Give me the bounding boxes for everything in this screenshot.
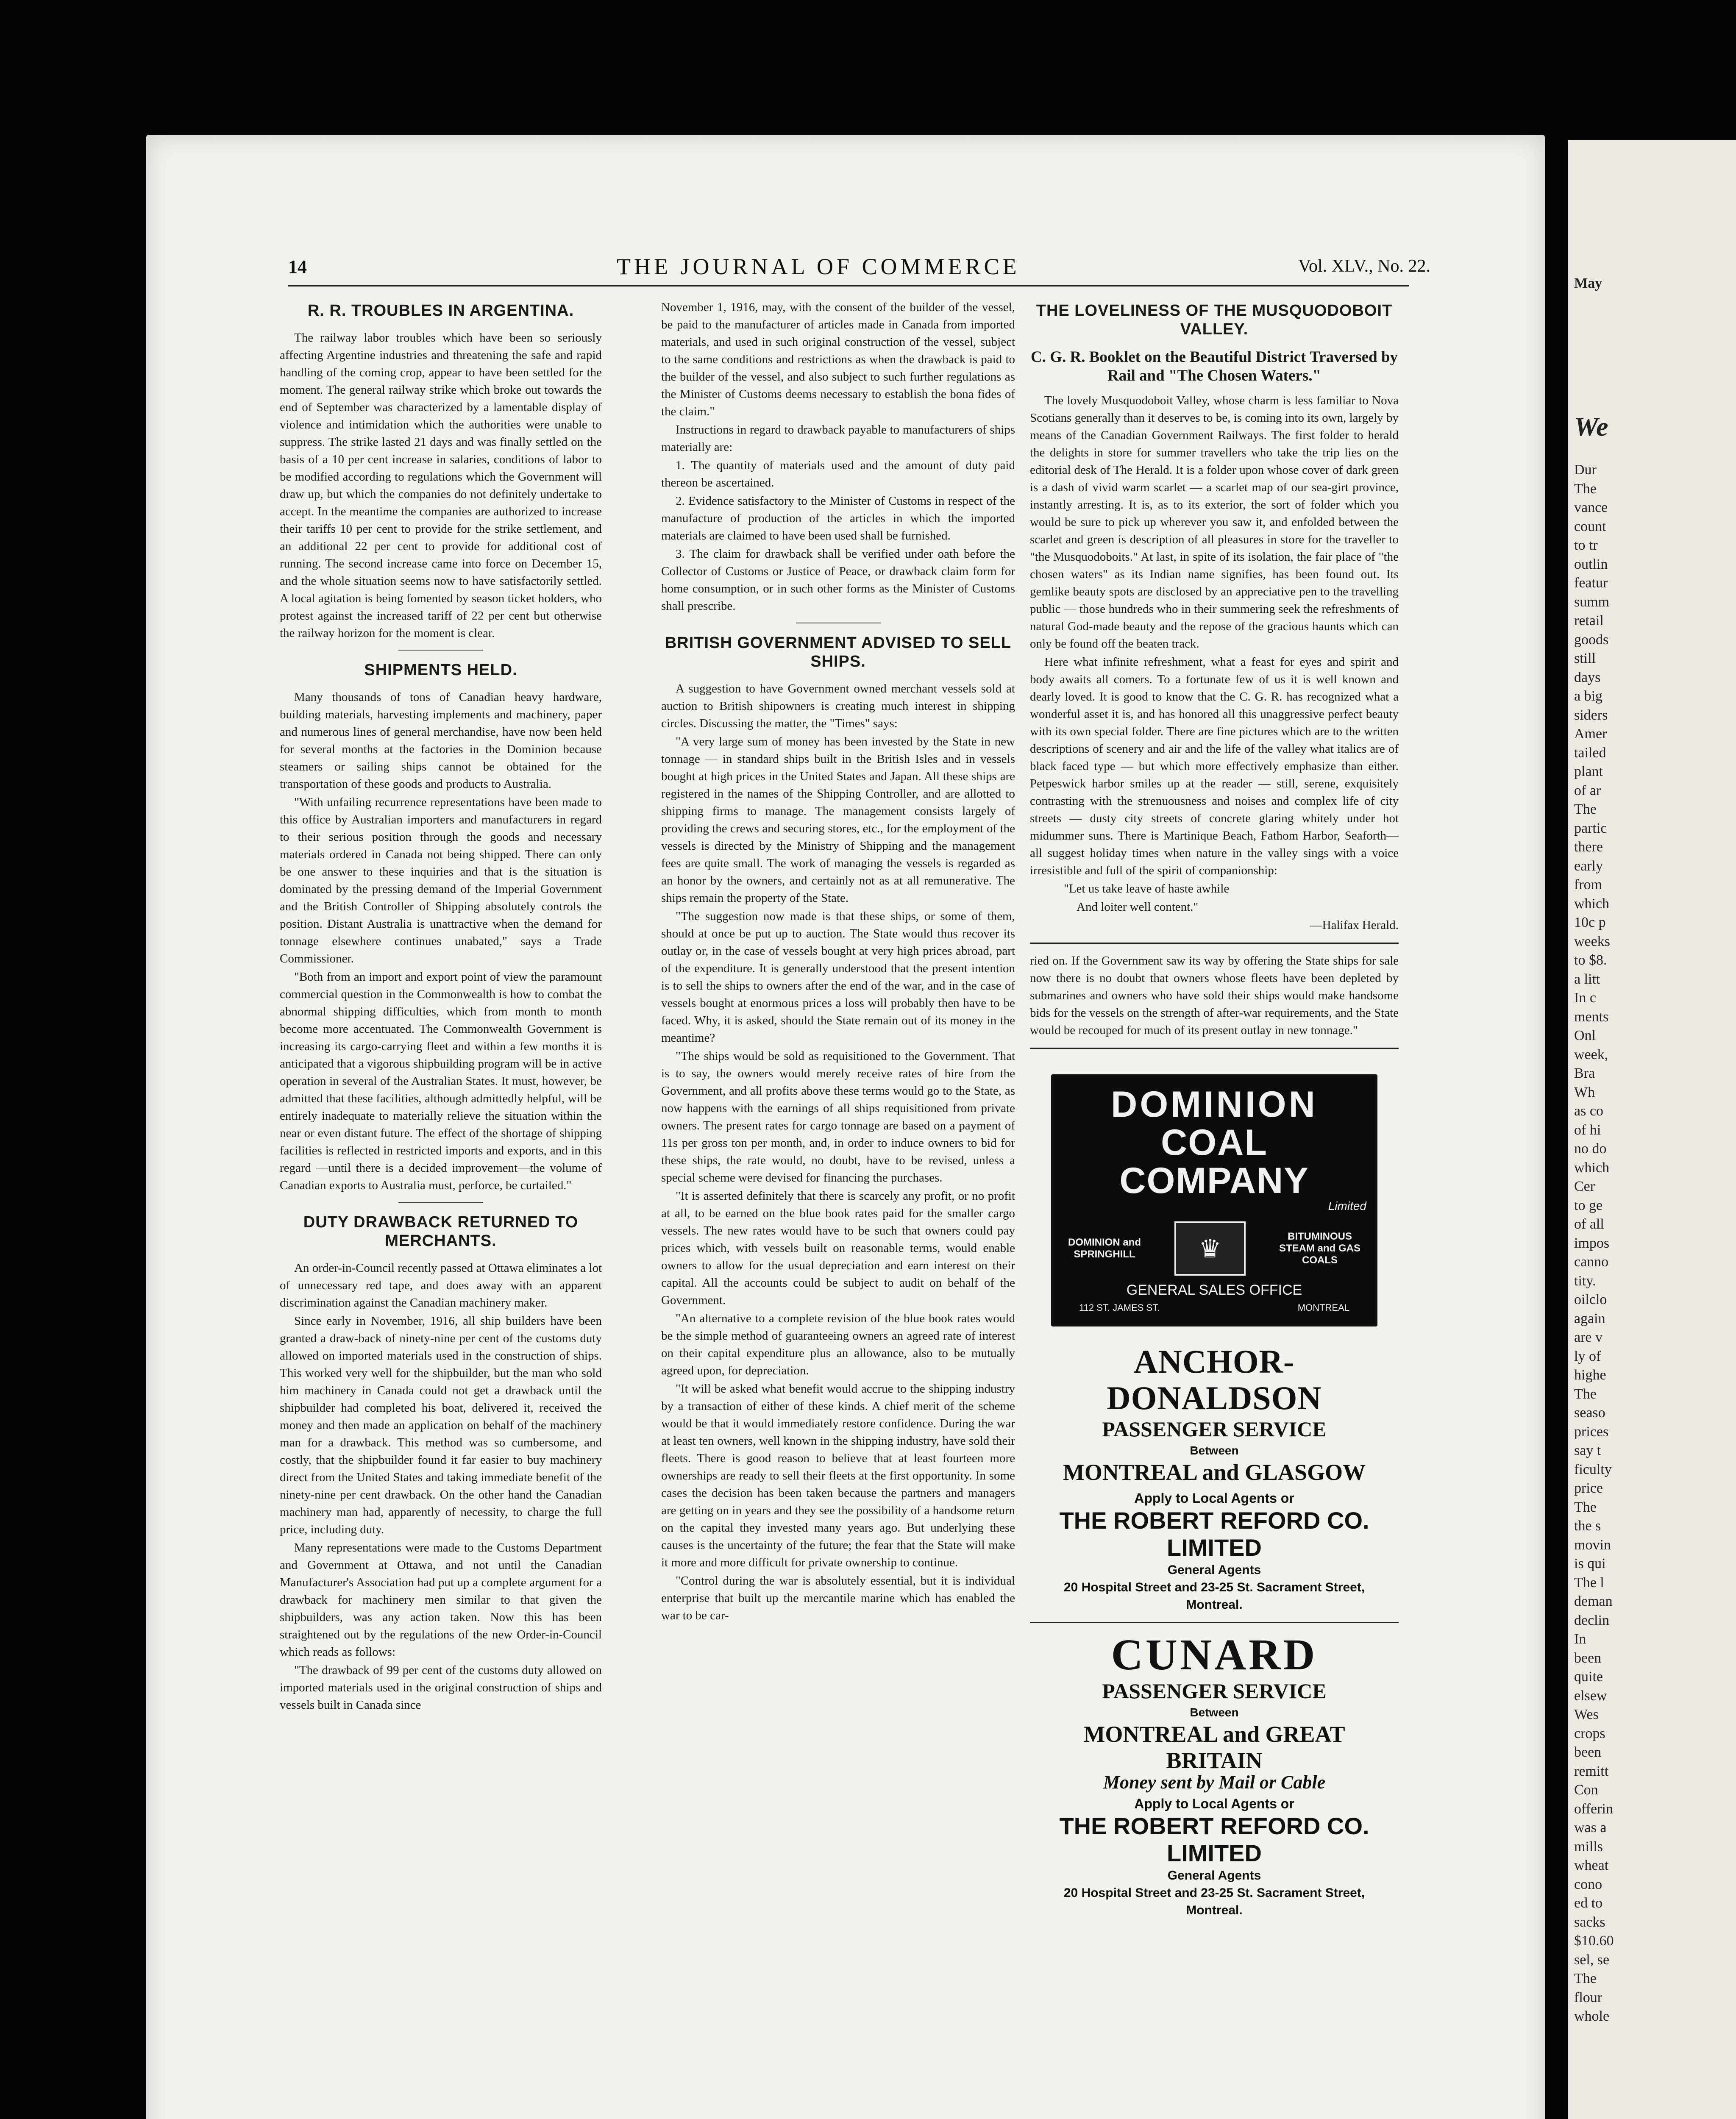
adjacent-page-text-fragment: summ	[1574, 594, 1610, 610]
adjacent-page-text-fragment: tailed	[1574, 745, 1606, 761]
coal-ad-city: MONTREAL	[1297, 1302, 1349, 1313]
adjacent-page-text-fragment: is qui	[1574, 1556, 1606, 1571]
paragraph: The railway labor troubles which have been so seriously affecting Argentine industries and threatening the safe and rapid handling of the coming crop, appear to have been settled for the moment. The general railway strike which broke out towards the end of September was characterized by a lamentable display of violence and intimidation which the authorities were unable to suppress. The strike lasted 21 days and was finally settled on the basis of a 10 per cent increase in salaries, conditions of labor to be modified according to regulations which the Government will draw up, but which the companies do not definitely undertake to accept. In the meantime the companies are authorized to increase their tariffs 10 per cent to provide for the strike settlement, and an additional 22 per cent to provide for additional cost of running. The second increase came into force on December 15, and the whole situation seems now to have satisfactorily settled. A local agitation is being fomented by season ticket holders, who protest against the increased tariff of 22 per cent but otherwise the railway horizon for the moment is clear.	[280, 331, 602, 640]
paragraph: Instructions in regard to drawback payable to manufacturers of ships materially are:	[661, 423, 1015, 454]
adjacent-page-text-fragment: movin	[1574, 1537, 1611, 1553]
adjacent-page-text-fragment: outlin	[1574, 556, 1608, 572]
adjacent-page-text-fragment: The	[1574, 1499, 1597, 1515]
adjacent-page-text-fragment: plant	[1574, 764, 1603, 779]
adjacent-page-text-fragment: canno	[1574, 1254, 1609, 1270]
coal-ad-line1: DOMINION	[1111, 1084, 1318, 1125]
adjacent-page-text-fragment: We	[1574, 412, 1608, 442]
paragraph: "Control during the war is absolutely essential, but it is individual enterprise that built up the mercantile marine which has enabled the war to be car-	[661, 1574, 1015, 1622]
cunard-ad-street: 20 Hospital Street and 23-25 St. Sacrament Street,	[1063, 1886, 1365, 1900]
adjacent-page-text-fragment: The	[1574, 481, 1597, 497]
adjacent-page-text-fragment: deman	[1574, 1593, 1613, 1609]
paragraph: 1. The quantity of materials used and the amount of duty paid thereon be ascertained.	[661, 459, 1015, 489]
adjacent-page-text-fragment: The	[1574, 1971, 1597, 1986]
anchor-ad-service: PASSENGER SERVICE	[1102, 1417, 1327, 1441]
adjacent-page-text-fragment: Onl	[1574, 1028, 1596, 1043]
adjacent-page-text-fragment: oilclo	[1574, 1292, 1607, 1307]
adjacent-page-text-fragment: Amer	[1574, 726, 1607, 742]
adjacent-page-text-fragment: ed to	[1574, 1895, 1603, 1911]
adjacent-page-text-fragment: The	[1574, 1386, 1597, 1402]
cunard-ad-mail: Money sent by Mail or Cable	[1103, 1772, 1326, 1793]
adjacent-page-text-fragment: tity.	[1574, 1273, 1596, 1289]
adjacent-page-text-fragment: Dur	[1574, 462, 1597, 478]
adjacent-page-text-fragment: Con	[1574, 1782, 1598, 1798]
adjacent-page-text-fragment: cono	[1574, 1876, 1602, 1892]
paragraph: Since early in November, 1916, all ship builders have been granted a draw-back of ninety-nine per cent of the customs duty allowed on imported materials used in the construction of ships. This worked very well for the shipbuilder, but the man who sold him machinery in Canada could not get a drawback until the shipbuilder had completed his boat, delivered it, received the money and then made an application on behalf of the machinery man for a drawback. This method was so cumbersome, and costly, that the shipbuilder found it far easier to buy machinery direct from the United States and taking immediate benefit of the ninety-nine per cent drawback. On the other hand the Canadian machinery man had, apparently of necessity, to charge the full price, including duty.	[280, 1314, 602, 1536]
anchor-ad-route: MONTREAL and GLASGOW	[1063, 1460, 1366, 1485]
adjacent-page-text-fragment: vance	[1574, 500, 1608, 515]
paragraph: "An alternative to a complete revision of the blue book rates would be the simple method of guaranteeing owners an agreed rate of interest on their capital expenditure plus an allowance, also to be mutually agreed upon, for depreciation.	[661, 1312, 1015, 1377]
adjacent-page-text-fragment: the s	[1574, 1518, 1601, 1534]
divider	[1030, 1622, 1399, 1623]
divider	[1030, 1048, 1399, 1049]
adjacent-page-text-fragment: sel, se	[1574, 1952, 1610, 1968]
coal-ad-left-text: DOMINION and SPRINGHILL	[1068, 1237, 1141, 1260]
anchor-ad-apply: Apply to Local Agents or	[1134, 1491, 1294, 1506]
coal-ad-office: GENERAL SALES OFFICE	[1126, 1282, 1302, 1298]
cunard-ad-service: PASSENGER SERVICE	[1102, 1679, 1327, 1703]
adjacent-page-text-fragment: to tr	[1574, 537, 1598, 553]
adjacent-page-text-fragment: to $8.	[1574, 952, 1607, 968]
adjacent-page-text-fragment: no do	[1574, 1141, 1607, 1157]
adjacent-page-text-fragment: Cer	[1574, 1179, 1595, 1194]
cunard-ad-name: CUNARD	[1111, 1630, 1318, 1679]
source-attribution: —Halifax Herald.	[1310, 918, 1399, 932]
poem-line: And loiter well content."	[1077, 900, 1199, 914]
adjacent-page-text-fragment: of hi	[1574, 1122, 1601, 1138]
cunard-ad-between: Between	[1190, 1706, 1239, 1719]
adjacent-page-text-fragment: of ar	[1574, 782, 1601, 798]
divider	[1030, 943, 1399, 944]
anchor-ad-agent: THE ROBERT REFORD CO. LIMITED	[1059, 1507, 1369, 1561]
adjacent-page-text-fragment: Wh	[1574, 1084, 1595, 1100]
paragraph: Many representations were made to the Customs Department and Government at Ottawa, and not until the Canadian Manufacturer's Association had put up a complete argument for a drawback for machinery men similar to that given the shipbuilders, was any action taken. Now this has been straightened out by the regulations of the new Order-in-Council which reads as follows:	[280, 1541, 602, 1659]
paragraph: "The suggestion now made is that these ships, or some of them, should at once be put up to auction. The State would thus recover its outlay or, in the case of vessels bought at very high prices abroad, part of the expenditure. It is generally understood that the present intention is to sell the ships to owners after the end of the war, and in the case of vessels bought at enormous prices a loss will probably then have to be faced. Why, it is asked, should the State remain out of its money in the meantime?	[661, 909, 1015, 1045]
adjacent-page-text-fragment: siders	[1574, 707, 1608, 723]
page-number: 14	[288, 256, 307, 277]
adjacent-page-text-fragment: whole	[1574, 2008, 1610, 2024]
poem-line: "Let us take leave of haste awhile	[1064, 882, 1230, 895]
adjacent-page-text-fragment: say t	[1574, 1443, 1601, 1458]
anchor-donaldson-ad	[1034, 1343, 1394, 1613]
paragraph: "A very large sum of money has been invested by the State in new tonnage — in standard ships built in the British Isles and in vessels bought at high prices in the United States and Japan. All these ships are registered in the names of the Shipping Controller, and are allotted to shipping firms to manage. The management consists largely of providing the crews and securing stores, etc., for the employment of the vessels is directed by the Ministry of Shipping and the management fees are quite small. The work of managing the vessels is regarded as an honor by the owners, and certainly not as at all remunerative. The ships remain the property of the State.	[661, 735, 1015, 905]
adjacent-page-edge	[1568, 140, 1736, 2119]
paragraph: An order-in-Council recently passed at Ottawa eliminates a lot of unnecessary red tape, and does away with an apparent discrimination against the Canadian machinery maker.	[280, 1261, 602, 1310]
anchor-ad-agent-role: General Agents	[1167, 1563, 1261, 1577]
adjacent-page-text-fragment: retail	[1574, 613, 1604, 628]
column-2	[661, 299, 1015, 1625]
divider	[398, 650, 483, 651]
paragraph: Here what infinite refreshment, what a feast for eyes and spirit and body awaits all comers. To a fortunate few of us it is well known and dearly loved. It is good to know that the C. G. R. has recognized what a wonderful asset it is, and has honored all this unaggressive perfect beauty with its own special folder. There are fine pictures which are to the written descriptions of scenery and air and the life of the valley what italics are of black faced type — but which more effectively emphasize than either. Petpeswick harbor smiles up at the reader — still, serene, exquisitely contrasting with the strenuousness and noises and complex life of city streets — dusty city streets of concrete glaring whitely under hot midummer suns. There is Martinique Beach, Fathom Harbor, Seaforth—all suggest holiday times when nature in the valley sings with a voice irresistible and full of the spirit of companionship:	[1030, 655, 1399, 877]
adjacent-page-text-fragment: ments	[1574, 1009, 1609, 1025]
adjacent-page-text-fragment: been	[1574, 1650, 1602, 1666]
masthead	[288, 256, 1549, 281]
adjacent-page-text-fragment: Bra	[1574, 1065, 1595, 1081]
coal-ad-address: 112 ST. JAMES ST.	[1079, 1302, 1160, 1313]
paragraph: "Both from an import and export point of view the paramount commercial question in the Commonwealth is how to combat the abnormal shipping difficulties, which from month to month become more accentuated. The Commonwealth Government is increasing its cargo-carrying fleet and within a few months it is anticipated that a vigorous shipbuilding program will be in active operation in several of the Australian States. It must, however, be admitted that these facilities, although admittedly helpful, will be entirely inadequate to materially relieve the situation within the near or even distant future. The effect of the shortage of shipping facilities is reflected in restricted imports and exports, and in this regard —until there is a decided improvement—the volume of Canadian exports to Australia must, perforce, be curtailed."	[280, 970, 602, 1192]
coal-ad-right-text: BITUMINOUS STEAM and GAS COALS	[1279, 1231, 1360, 1266]
paragraph: "With unfailing recurrence representations have been made to this office by Australian importers and manufacturers in regard to their serious position through the goods and necessary materials ordered in Canada not being shipped. There can only be one answer to these inquiries and that is the situation is dominated by the pressing demand of the Imperial Government and the British Controller of Shipping absolutely controls the position. Distant Australia is unattractive when the demand for tonnage elsewhere continues unabated," says a Trade Commissioner.	[280, 795, 602, 965]
adjacent-page-text-fragment: as co	[1574, 1103, 1603, 1119]
adjacent-page-text-fragment: mills	[1574, 1838, 1603, 1855]
adjacent-page-text-fragment: of all	[1574, 1216, 1604, 1232]
adjacent-page-text-fragment: partic	[1574, 820, 1607, 836]
cunard-ad-route: MONTREAL and GREAT BRITAIN	[1083, 1721, 1345, 1773]
adjacent-page-text-fragment: still	[1574, 651, 1596, 666]
adjacent-page-text-fragment: been	[1574, 1744, 1602, 1760]
volume-number: Vol. XLV., No. 22.	[1298, 256, 1430, 276]
adjacent-page-text-fragment: crops	[1574, 1725, 1605, 1741]
adjacent-page-text-fragment: again	[1574, 1310, 1605, 1326]
cunard-ad-agent: THE ROBERT REFORD CO. LIMITED	[1059, 1813, 1369, 1866]
paragraph: 2. Evidence satisfactory to the Minister of Customs in respect of the manufacture of production of the articles in which the imported materials are claimed to have been used shall be furnished.	[661, 494, 1015, 542]
adjacent-page-text-fragment: The l	[1574, 1574, 1604, 1591]
adjacent-page-text-fragment: goods	[1574, 631, 1609, 648]
adjacent-page-text-fragment: wheat	[1574, 1858, 1609, 1873]
adjacent-page-text-fragment: to ge	[1574, 1197, 1603, 1213]
coal-ad-address-row	[1062, 1299, 1366, 1316]
adjacent-page-text-fragment: elsew	[1574, 1688, 1607, 1704]
divider	[398, 1202, 483, 1203]
crest-icon: ♛	[1174, 1221, 1246, 1276]
adjacent-page-text-fragment: are v	[1574, 1329, 1603, 1345]
adjacent-page-text-fragment: remitt	[1574, 1763, 1609, 1779]
adjacent-page-text-fragment: quite	[1574, 1669, 1603, 1685]
anchor-ad-street: 20 Hospital Street and 23-25 St. Sacrament Street,	[1063, 1580, 1365, 1594]
adjacent-page-text-fragment: Wes	[1574, 1707, 1599, 1722]
adjacent-page-text-fragment: flour	[1574, 1989, 1602, 2005]
column-3	[1030, 299, 1399, 1919]
adjacent-page-text-fragment: 10c p	[1574, 915, 1606, 930]
cunard-ad	[1034, 1632, 1394, 1919]
article-title-shipments: SHIPMENTS HELD.	[364, 661, 517, 679]
adjacent-page-text-fragment: from	[1574, 877, 1602, 893]
adjacent-page-text-fragment: was a	[1574, 1820, 1607, 1835]
paragraph: ried on. If the Government saw its way by offering the State ships for sale now there is no doubt that owners whose fleets have been depleted by submarines and owners who have sold their ships would make handsome bids for the vessels on the strength of after-war requirements, and the State would be recouped for much of its present outlay in new tonnage."	[1030, 954, 1399, 1037]
article-title-argentina: R. R. TROUBLES IN ARGENTINA.	[307, 302, 574, 320]
adjacent-page-text-fragment: seaso	[1574, 1405, 1605, 1421]
anchor-ad-city: Montreal.	[1186, 1598, 1243, 1612]
adjacent-page-text-fragment: price	[1574, 1480, 1603, 1496]
adjacent-page-text-fragment: offerin	[1574, 1801, 1613, 1817]
adjacent-page-text-fragment: which	[1574, 1160, 1610, 1176]
paragraph: November 1, 1916, may, with the consent of the builder of the vessel, be paid to the manufacturer of articles made in Canada from imported materials, and used in such original construction of the vessel, subject to the same conditions and restrictions as when the drawback is paid to the builder of the vessel, and also subject to such further regulations as the Minister of Customs deems necessary to establish the bona fides of the claim."	[661, 300, 1015, 418]
adjacent-page-text-fragment: count	[1574, 518, 1606, 534]
adjacent-page-text-fragment: In	[1574, 1631, 1586, 1647]
adjacent-page-text-fragment: highe	[1574, 1367, 1606, 1383]
masthead-rule	[288, 285, 1409, 286]
adjacent-page-text-fragment: featur	[1574, 575, 1608, 591]
adjacent-page-text-fragment: declin	[1574, 1612, 1610, 1628]
dominion-coal-ad	[1051, 1074, 1377, 1326]
adjacent-page-text-fragment: sacks	[1574, 1914, 1605, 1930]
paragraph: The lovely Musquodoboit Valley, whose charm is less familiar to Nova Scotians generally than it deserves to be, is coming into its own, largely by means of the Canadian Government Railways. The first folder to herald the delights in store for summer travellers who take the trip lies on the editorial desk of The Herald. It is a folder upon whose cover of dark green is a dash of vivid warm scarlet — a scarlet map of our sea-girt province, instantly arresting. It is, as to its exterior, the sort of folder which you would be sure to pick up wherever you saw it, and enfolded between the scarlet and green is description of all pleasures in store for the traveller to "the Musquodoboits." At last, in spite of its isolation, the fair place of "the chosen waters" as its Indian name signifies, has been found out. Its gemlike beauty spots are disclosed by an appreciative pen to the travelling public — those hundreds who in their summering seek the refreshments of natural God-made beauty and the repose of the gracious haunts which can only be found off the beaten track.	[1030, 394, 1399, 651]
journal-title: THE JOURNAL OF COMMERCE	[617, 254, 1020, 279]
adjacent-page-text-fragment: In c	[1574, 990, 1596, 1006]
paragraph: Many thousands of tons of Canadian heavy hardware, building materials, harvesting implements and machinery, paper and numerous lines of general merchandise, have now been held for several months at the factories in the Dominion because steamers or sailing ships cannot be obtained for the transportation of these goods and products to Australia.	[280, 690, 602, 791]
cunard-ad-city: Montreal.	[1186, 1903, 1243, 1917]
adjacent-page-text-fragment: The	[1574, 801, 1597, 817]
paragraph: "The ships would be sold as requisitioned to the Government. That is to say, the owners would merely receive rates of hire from the Government, and all profits above these terms would go to the State, as now happens with the earnings of all ships requisitioned from private owners. The present rates for cargo tonnage are based on a payment of 11s per gross ton per month, and, in order to induce owners to bid for these ships, the rate would, no doubt, have to be revised, unless a special scheme were devised for financing the purchases.	[661, 1049, 1015, 1185]
paragraph: "The drawback of 99 per cent of the customs duty allowed on imported materials used in the original construction of ships and vessels built in Canada since	[280, 1663, 602, 1712]
anchor-ad-name: ANCHOR-DONALDSON	[1107, 1343, 1322, 1416]
adjacent-page-text-fragment: ly of	[1574, 1348, 1601, 1364]
coal-ad-limited: Limited	[1328, 1199, 1366, 1212]
adjacent-page-text-fragment: $10.60	[1574, 1933, 1614, 1949]
coal-ad-line2: COAL COMPANY	[1119, 1122, 1309, 1201]
adjacent-page-text-fragment: there	[1574, 839, 1603, 855]
adjacent-page-text-fragment: a big	[1574, 688, 1603, 704]
cunard-ad-agent-role: General Agents	[1167, 1869, 1261, 1883]
anchor-ad-between: Between	[1190, 1444, 1239, 1457]
paragraph: "It will be asked what benefit would accrue to the shipping industry by a transaction of either of these kinds. A chief merit of the scheme would be that it would immediately restore confidence. During the war at least ten owners, well known in the shipping industry, have sold their fleets. There is good reason to believe that at least fourteen more ownerships are ready to sell their fleets at the first opportunity. In some cases the decision has been taken because the partners and managers are getting on in years and they see the possibility of a handsome return on the capital they invested many years ago. But underlying these causes is the uncertainty of the future; the fear that the State will make it more and more difficult for private ownership to continue.	[661, 1382, 1015, 1569]
adjacent-page-text-fragment: impos	[1574, 1235, 1610, 1251]
adjacent-page-text-fragment: weeks	[1574, 933, 1610, 949]
paragraph: A suggestion to have Government owned merchant vessels sold at auction to British shipowners is creating much interest in shipping circles. Discussing the matter, the "Times" says:	[661, 682, 1015, 730]
coal-ad-row	[1062, 1221, 1366, 1276]
column-1	[280, 299, 602, 1715]
paragraph: 3. The claim for drawback shall be verified under oath before the Collector of Customs or Justice of Peace, or drawback claim form for home consumption, or in such other forms as the Minister of Customs shall prescribe.	[661, 547, 1015, 613]
article-title-musquodoboit: THE LOVELINESS OF THE MUSQUODOBOIT VALLEY.	[1036, 302, 1393, 338]
adjacent-page-text-fragment: ficulty	[1574, 1461, 1612, 1477]
adjacent-page-text-fragment: which	[1574, 895, 1610, 912]
article-title-british-ships: BRITISH GOVERNMENT ADVISED TO SELL SHIPS.	[665, 634, 1012, 670]
adjacent-page-text-fragment: a litt	[1574, 971, 1600, 987]
adjacent-page-header: May	[1574, 275, 1602, 291]
adjacent-page-text-fragment: prices	[1574, 1424, 1609, 1440]
adjacent-page-text-fragment: days	[1574, 669, 1601, 685]
article-subtitle-musquodoboit: C. G. R. Booklet on the Beautiful District Traversed by Rail and "The Chosen Waters."	[1030, 348, 1398, 384]
adjacent-page-text-fragment: early	[1574, 858, 1603, 874]
adjacent-page-text-fragment: week,	[1574, 1046, 1608, 1062]
cunard-ad-apply: Apply to Local Agents or	[1134, 1796, 1294, 1811]
paragraph: "It is asserted definitely that there is scarcely any profit, or no profit at all, to be earned on the blue book rates paid for the smaller cargo vessels. The new rates would have to be such that owners could pay prices which, with vessels built on reasonable terms, would enable owners to allow for the usual depreciation and earn interest on their capital. All the accounts could be subject to audit on behalf of the Government.	[661, 1189, 1015, 1307]
article-title-drawback: DUTY DRAWBACK RETURNED TO MERCHANTS.	[303, 1213, 579, 1250]
